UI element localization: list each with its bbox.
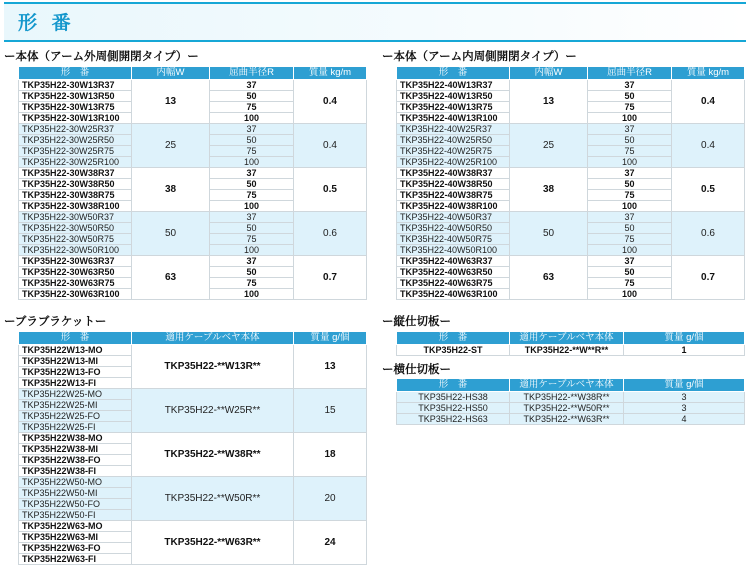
bend-radius-cell: 37: [210, 80, 294, 91]
part-number-cell: TKP35H22-40W50R100: [397, 245, 510, 256]
bend-radius-cell: 100: [588, 113, 672, 124]
part-number-cell: TKP35H22-30W63R50: [19, 267, 132, 278]
part-number-cell: TKP35H22-HS50: [397, 403, 510, 414]
part-number-cell: TKP35H22-40W25R50: [397, 135, 510, 146]
bend-radius-cell: 100: [210, 113, 294, 124]
bend-radius-cell: 50: [210, 135, 294, 146]
part-number-cell: TKP35H22-40W38R75: [397, 190, 510, 201]
col-header: 内幅W: [510, 67, 588, 80]
table-row: [19, 345, 367, 356]
table-row: [19, 80, 367, 91]
part-number-cell: TKP35H22-40W50R75: [397, 234, 510, 245]
col-header: 質量 g/個: [624, 332, 745, 345]
inner-width-cell: 50: [510, 212, 588, 256]
bend-radius-cell: 75: [588, 234, 672, 245]
applicable-body-cell: TKP35H22-**W63R**: [510, 414, 624, 425]
applicable-body-cell: TKP35H22-**W13R**: [132, 345, 294, 389]
part-number-cell: TKP35H22-40W13R50: [397, 91, 510, 102]
table-row: [397, 392, 745, 403]
part-number-cell: TKP35H22W25-MO: [19, 389, 132, 400]
part-number-cell: TKP35H22-40W63R100: [397, 289, 510, 300]
section-title-outer: ー本体（アーム外周側開閉タイプ）ー: [4, 49, 199, 63]
mass-cell: 15: [294, 389, 367, 433]
part-number-cell: TKP35H22-30W50R75: [19, 234, 132, 245]
bend-radius-cell: 37: [210, 124, 294, 135]
bend-radius-cell: 75: [588, 102, 672, 113]
part-number-cell: TKP35H22W63-MO: [19, 521, 132, 532]
col-header: 屈曲半径R: [588, 67, 672, 80]
mass-cell: 0.4: [672, 124, 745, 168]
page-title: 形 番: [18, 12, 75, 34]
part-number-cell: TKP35H22-30W50R100: [19, 245, 132, 256]
col-header: 適用ケーブルベヤ本体: [132, 332, 294, 345]
bend-radius-cell: 50: [210, 179, 294, 190]
part-number-cell: TKP35H22-40W50R50: [397, 223, 510, 234]
bend-radius-cell: 100: [588, 245, 672, 256]
part-number-cell: TKP35H22-30W63R75: [19, 278, 132, 289]
col-header: 内幅W: [132, 67, 210, 80]
bend-radius-cell: 37: [588, 168, 672, 179]
bend-radius-cell: 37: [210, 168, 294, 179]
part-number-cell: TKP35H22-30W13R37: [19, 80, 132, 91]
bend-radius-cell: 100: [210, 157, 294, 168]
inner-width-cell: 25: [132, 124, 210, 168]
part-number-cell: TKP35H22W13-FI: [19, 378, 132, 389]
section-title-vertical: ー縦仕切板ー: [382, 314, 451, 328]
part-number-cell: TKP35H22-40W13R75: [397, 102, 510, 113]
table-row: [19, 168, 367, 179]
mass-cell: 18: [294, 433, 367, 477]
part-number-cell: TKP35H22W38-MI: [19, 444, 132, 455]
part-number-cell: TKP35H22W50-FI: [19, 510, 132, 521]
table-row: [19, 433, 367, 444]
bend-radius-cell: 37: [588, 124, 672, 135]
table-row: [19, 212, 367, 223]
inner-width-cell: 63: [510, 256, 588, 300]
part-number-cell: TKP35H22W38-FO: [19, 455, 132, 466]
bend-radius-cell: 75: [588, 278, 672, 289]
applicable-body-cell: TKP35H22-**W25R**: [132, 389, 294, 433]
col-header: 屈曲半径R: [210, 67, 294, 80]
part-number-cell: TKP35H22-40W13R37: [397, 80, 510, 91]
part-number-cell: TKP35H22-30W38R50: [19, 179, 132, 190]
part-number-cell: TKP35H22-30W13R75: [19, 102, 132, 113]
col-header: 質量 kg/m: [672, 67, 745, 80]
part-number-cell: TKP35H22-40W25R37: [397, 124, 510, 135]
bend-radius-cell: 100: [210, 289, 294, 300]
table-row: [19, 389, 367, 400]
part-number-cell: TKP35H22W13-MO: [19, 345, 132, 356]
table-row: [19, 124, 367, 135]
part-number-cell: TKP35H22W50-MO: [19, 477, 132, 488]
table-row: [19, 521, 367, 532]
inner-width-cell: 13: [132, 80, 210, 124]
bend-radius-cell: 37: [588, 256, 672, 267]
part-number-cell: TKP35H22-30W25R37: [19, 124, 132, 135]
bend-radius-cell: 100: [210, 245, 294, 256]
section-title-horizontal: ー横仕切板ー: [382, 362, 451, 376]
part-number-cell: TKP35H22W63-FI: [19, 554, 132, 565]
table-row: [19, 477, 367, 488]
inner-width-cell: 63: [132, 256, 210, 300]
title-bar: [4, 2, 746, 42]
inner-width-cell: 25: [510, 124, 588, 168]
part-number-cell: TKP35H22-HS63: [397, 414, 510, 425]
part-number-cell: TKP35H22-40W25R75: [397, 146, 510, 157]
part-number-cell: TKP35H22-30W50R37: [19, 212, 132, 223]
part-number-cell: TKP35H22-40W50R37: [397, 212, 510, 223]
table-outer: [18, 66, 367, 300]
bend-radius-cell: 37: [210, 212, 294, 223]
bend-radius-cell: 75: [210, 190, 294, 201]
table-row: [397, 414, 745, 425]
part-number-cell: TKP35H22W25-FI: [19, 422, 132, 433]
table-vertical: [396, 331, 745, 356]
section-title-inner: ー本体（アーム内周側開閉タイプ）ー: [382, 49, 577, 63]
part-number-cell: TKP35H22W25-MI: [19, 400, 132, 411]
part-number-cell: TKP35H22-30W25R50: [19, 135, 132, 146]
applicable-body-cell: TKP35H22-**W**R**: [510, 345, 624, 356]
mass-cell: 0.7: [672, 256, 745, 300]
bend-radius-cell: 100: [588, 289, 672, 300]
bend-radius-cell: 75: [210, 146, 294, 157]
mass-cell: 24: [294, 521, 367, 565]
part-number-cell: TKP35H22-30W38R37: [19, 168, 132, 179]
part-number-cell: TKP35H22-40W13R100: [397, 113, 510, 124]
col-header: 適用ケーブルベヤ本体: [510, 332, 624, 345]
bend-radius-cell: 50: [588, 91, 672, 102]
mass-cell: 0.6: [672, 212, 745, 256]
bend-radius-cell: 75: [210, 102, 294, 113]
col-header: 質量 g/個: [624, 379, 745, 392]
mass-cell: 3: [624, 392, 745, 403]
table-row: [397, 403, 745, 414]
part-number-cell: TKP35H22-30W38R100: [19, 201, 132, 212]
col-header: 質量 g/個: [294, 332, 367, 345]
applicable-body-cell: TKP35H22-**W63R**: [132, 521, 294, 565]
col-header: 形 番: [19, 332, 132, 345]
table-inner: [396, 66, 745, 300]
part-number-cell: TKP35H22W50-FO: [19, 499, 132, 510]
applicable-body-cell: TKP35H22-**W38R**: [132, 433, 294, 477]
part-number-cell: TKP35H22-30W25R100: [19, 157, 132, 168]
inner-width-cell: 13: [510, 80, 588, 124]
table-row: [397, 212, 745, 223]
bend-radius-cell: 75: [588, 190, 672, 201]
table-horizontal: [396, 378, 745, 425]
part-number-cell: TKP35H22W38-FI: [19, 466, 132, 477]
table-row: [397, 80, 745, 91]
part-number-cell: TKP35H22W63-MI: [19, 532, 132, 543]
part-number-cell: TKP35H22-40W38R37: [397, 168, 510, 179]
col-header: 形 番: [397, 67, 510, 80]
applicable-body-cell: TKP35H22-**W50R**: [510, 403, 624, 414]
mass-cell: 13: [294, 345, 367, 389]
bend-radius-cell: 50: [210, 267, 294, 278]
part-number-cell: TKP35H22-30W13R50: [19, 91, 132, 102]
part-number-cell: TKP35H22-HS38: [397, 392, 510, 403]
table-bracket: [18, 331, 367, 565]
mass-cell: 0.6: [294, 212, 367, 256]
bend-radius-cell: 100: [588, 157, 672, 168]
part-number-cell: TKP35H22-30W38R75: [19, 190, 132, 201]
part-number-cell: TKP35H22-30W63R37: [19, 256, 132, 267]
part-number-cell: TKP35H22-40W38R50: [397, 179, 510, 190]
bend-radius-cell: 37: [588, 212, 672, 223]
part-number-cell: TKP35H22-30W25R75: [19, 146, 132, 157]
part-number-cell: TKP35H22-40W63R37: [397, 256, 510, 267]
bend-radius-cell: 50: [588, 179, 672, 190]
part-number-cell: TKP35H22-40W25R100: [397, 157, 510, 168]
applicable-body-cell: TKP35H22-**W50R**: [132, 477, 294, 521]
part-number-cell: TKP35H22W13-FO: [19, 367, 132, 378]
part-number-cell: TKP35H22-ST: [397, 345, 510, 356]
inner-width-cell: 38: [132, 168, 210, 212]
mass-cell: 0.7: [294, 256, 367, 300]
mass-cell: 20: [294, 477, 367, 521]
bend-radius-cell: 50: [588, 223, 672, 234]
col-header: 形 番: [397, 379, 510, 392]
mass-cell: 3: [624, 403, 745, 414]
col-header: 質量 kg/m: [294, 67, 367, 80]
mass-cell: 1: [624, 345, 745, 356]
part-number-cell: TKP35H22-40W63R75: [397, 278, 510, 289]
col-header: 形 番: [397, 332, 510, 345]
part-number-cell: TKP35H22W13-MI: [19, 356, 132, 367]
mass-cell: 4: [624, 414, 745, 425]
mass-cell: 0.5: [672, 168, 745, 212]
table-row: [19, 256, 367, 267]
bend-radius-cell: 75: [588, 146, 672, 157]
mass-cell: 0.4: [294, 124, 367, 168]
col-header: 形 番: [19, 67, 132, 80]
part-number-cell: TKP35H22W25-FO: [19, 411, 132, 422]
part-number-cell: TKP35H22-40W38R100: [397, 201, 510, 212]
bend-radius-cell: 100: [210, 201, 294, 212]
applicable-body-cell: TKP35H22-**W38R**: [510, 392, 624, 403]
section-title-bracket: ーブラブラケットー: [4, 314, 107, 328]
table-row: [397, 256, 745, 267]
bend-radius-cell: 37: [210, 256, 294, 267]
part-number-cell: TKP35H22-30W63R100: [19, 289, 132, 300]
bend-radius-cell: 37: [588, 80, 672, 91]
bend-radius-cell: 50: [210, 223, 294, 234]
col-header: 適用ケーブルベヤ本体: [510, 379, 624, 392]
mass-cell: 0.4: [294, 80, 367, 124]
part-number-cell: TKP35H22W50-MI: [19, 488, 132, 499]
bend-radius-cell: 50: [210, 91, 294, 102]
part-number-cell: TKP35H22-30W50R50: [19, 223, 132, 234]
bend-radius-cell: 75: [210, 278, 294, 289]
bend-radius-cell: 50: [588, 267, 672, 278]
bend-radius-cell: 100: [588, 201, 672, 212]
table-row: [397, 345, 745, 356]
mass-cell: 0.4: [672, 80, 745, 124]
part-number-cell: TKP35H22-40W63R50: [397, 267, 510, 278]
inner-width-cell: 38: [510, 168, 588, 212]
bend-radius-cell: 75: [210, 234, 294, 245]
part-number-cell: TKP35H22W63-FO: [19, 543, 132, 554]
table-row: [397, 168, 745, 179]
table-row: [397, 124, 745, 135]
inner-width-cell: 50: [132, 212, 210, 256]
part-number-cell: TKP35H22W38-MO: [19, 433, 132, 444]
mass-cell: 0.5: [294, 168, 367, 212]
part-number-cell: TKP35H22-30W13R100: [19, 113, 132, 124]
bend-radius-cell: 50: [588, 135, 672, 146]
